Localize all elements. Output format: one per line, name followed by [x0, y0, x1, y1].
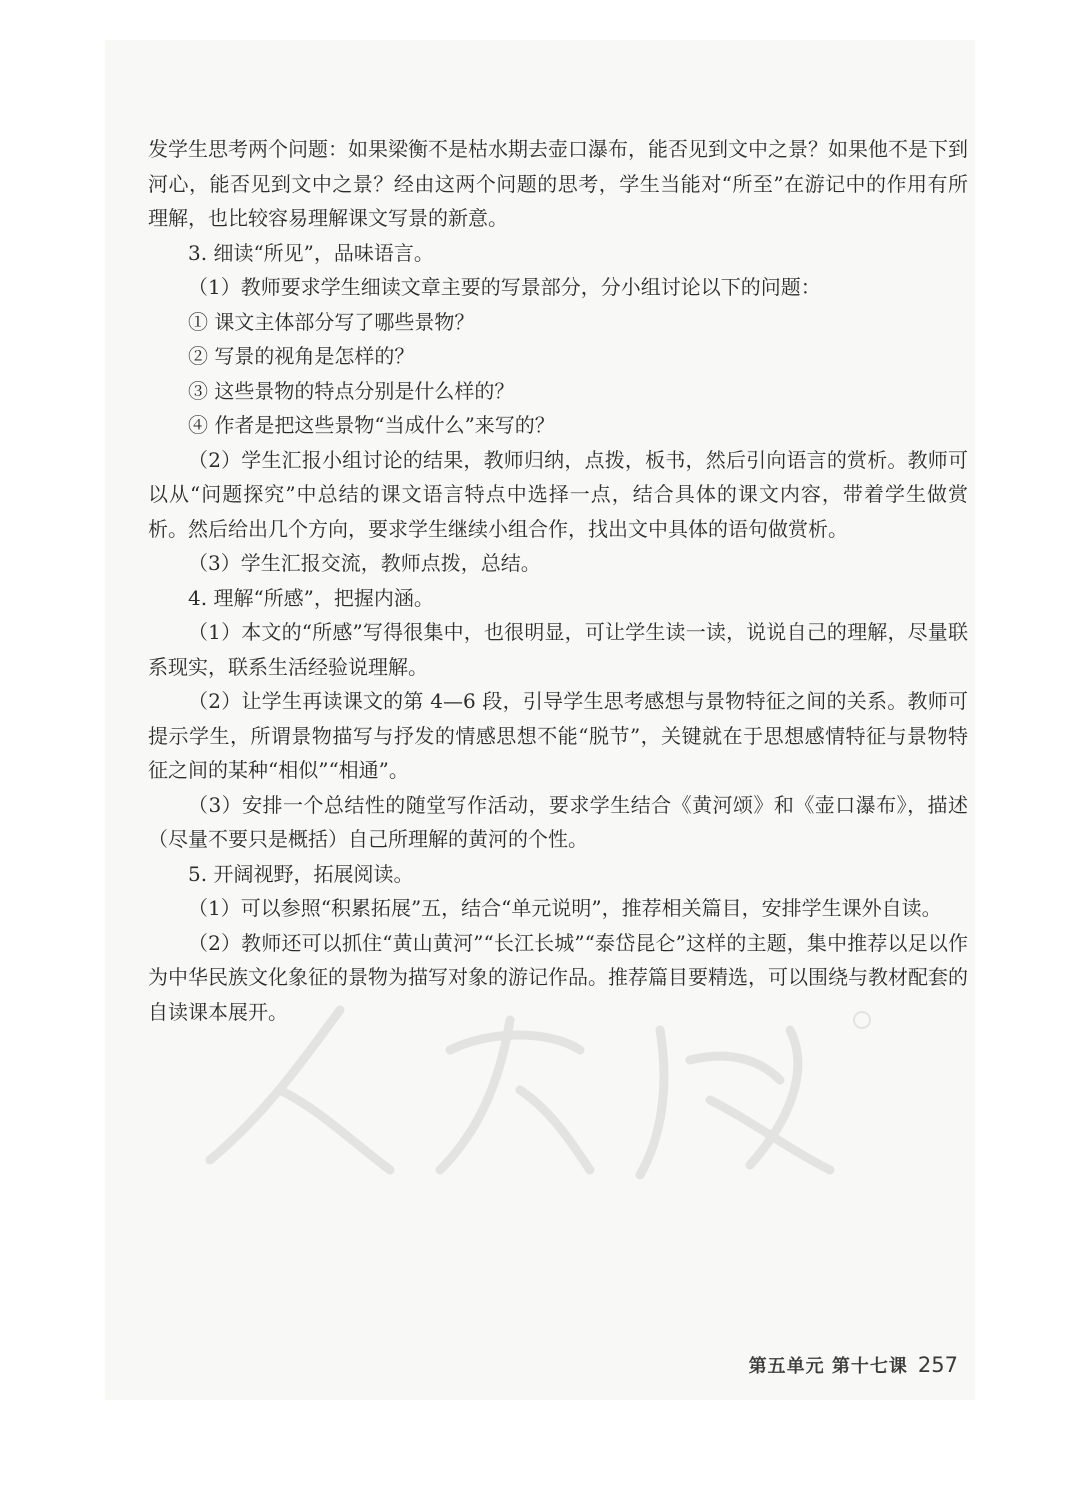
- list-item: ② 写景的视角是怎样的？: [188, 344, 415, 368]
- paragraph: （2）让学生再读课文的第 4—6 段，引导学生思考感想与景物特征之间的关系。教师可提示学生，所谓景物描写与抒发的情感思想不能“脱节”，关键就在于思想感情特征与景物特征之间的某种“相似”“相通”。: [148, 689, 968, 782]
- section-heading: 3. 细读“所见”，品味语言。: [188, 240, 434, 265]
- paragraph: （1）本文的“所感”写得很集中，也很明显，可让学生读一读，说说自己的理解，尽量联系现实，联系生活经验说理解。: [148, 620, 968, 679]
- paragraph: （3）学生汇报交流，教师点拨，总结。: [188, 551, 541, 575]
- paragraph: （1）教师要求学生细读文章主要的写景部分，分小组讨论以下的问题：: [188, 275, 821, 299]
- page-footer: [749, 1352, 958, 1378]
- body-text: [148, 132, 968, 1029]
- paragraph: （2）学生汇报小组讨论的结果，教师归纳，点拨，板书，然后引向语言的赏析。教师可以从“问题探究”中总结的课文语言特点中选择一点，结合具体的课文内容，带着学生做赏析。然后给出几个方向，要求学生继续小组合作，找出文中具体的语句做赏析。: [148, 447, 968, 541]
- list-item: ③ 这些景物的特点分别是什么样的？: [188, 378, 515, 403]
- paragraph: （3）安排一个总结性的随堂写作活动，要求学生结合《黄河颂》和《壶口瀑布》，描述（尽量不要只是概括）自己所理解的黄河的个性。: [148, 792, 968, 851]
- list-item: ① 课文主体部分写了哪些景物？: [188, 309, 475, 334]
- paragraph: 发学生思考两个问题：如果梁衡不是枯水期去壶口瀑布，能否见到文中之景？如果他不是下到河心，能否见到文中之景？经由这两个问题的思考，学生当能对“所至”在游记中的作用有所理解，也比较容易理解课文写景的新意。: [148, 137, 968, 230]
- section-heading: 4. 理解“所感”，把握内涵。: [188, 585, 434, 610]
- paragraph: （2）教师还可以抓住“黄山黄河”“长江长城”“泰岱昆仑”这样的主题，集中推荐以足以作为中华民族文化象征的景物为描写对象的游记作品。推荐篇目要精选，可以围绕与教材配套的自读课本展开。: [148, 930, 968, 1024]
- unit-lesson-label: 第五单元 第十七课: [748, 1356, 908, 1377]
- paragraph: （1）可以参照“积累拓展”五，结合“单元说明”，推荐相关篇目，安排学生课外自读。: [188, 896, 942, 920]
- section-heading: 5. 开阔视野，拓展阅读。: [188, 861, 414, 886]
- page-number: 257: [917, 1353, 958, 1377]
- list-item: ④ 作者是把这些景物“当成什么”来写的？: [188, 413, 555, 437]
